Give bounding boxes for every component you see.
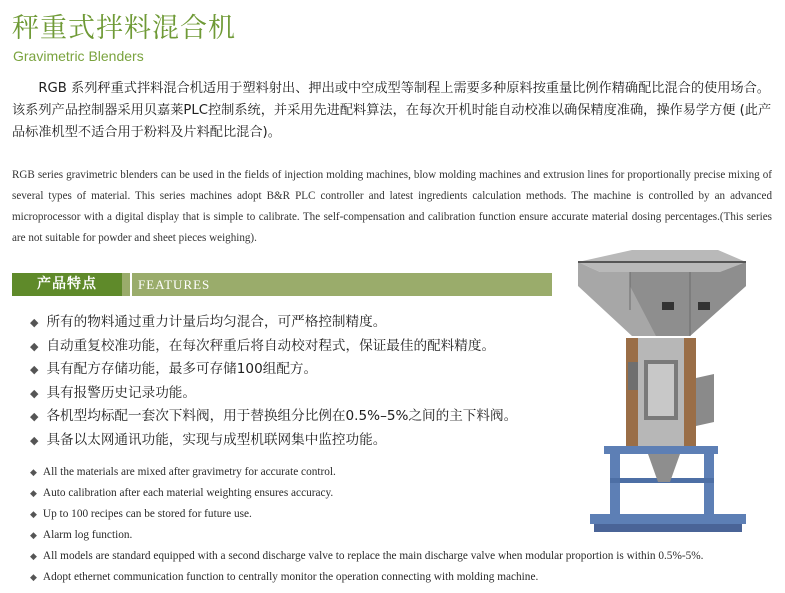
motor-box — [696, 374, 714, 426]
stand-frame — [604, 446, 718, 454]
feature-item-cn — [30, 405, 517, 429]
hopper-window — [698, 302, 710, 310]
feature-text-en: All the materials are mixed after gravimetry for accurate control. — [42, 466, 336, 478]
diamond-bullet-icon: ◆ — [30, 363, 39, 377]
diamond-bullet-icon: ◆ — [30, 572, 37, 582]
feature-text-cn: 具备以太网通讯功能，实现与成型机联网集中监控功能。 — [46, 431, 387, 448]
page-title-en: Gravimetric Blenders — [13, 48, 144, 64]
diamond-bullet-icon: ◆ — [30, 339, 39, 353]
feature-text-en: All models are standard equipped with a second discharge valve to replace the main discharge valve when modular proportion is within 0.5%-5%. — [42, 550, 704, 562]
diamond-bullet-icon: ◆ — [30, 433, 39, 447]
features-header-bar — [12, 273, 552, 296]
intro-paragraph-en: RGB series gravimetric blenders can be used in the fields of injection molding machines, blow molding machines and extrusion lines for proportionally precise mixing of several types of material. This series machines adopt B&R PLC controller and latest ingredients calculation methods. The machine is controlled by an advanced microprocessor with a digital display that is simple to calibrate. The self-compensation and calibration function ensure accurate material dosing percentages.(This series are not suitable for powder and sheet pieces weighing). — [12, 169, 772, 244]
feature-item-en — [30, 546, 704, 567]
cabinet-frame — [626, 338, 638, 446]
feature-text-cn: 自动重复校准功能，在每次秤重后将自动校对程式，保证最佳的配料精度。 — [46, 337, 496, 354]
intro-paragraph-cn: RGB 系列秤重式拌料混合机适用于塑料射出、押出或中空成型等制程上需要多种原料按重量比例作精确配比混合的使用场合。该系列产品控制器采用贝嘉莱PLC控制系统，并采用先进配料算法，在每次开机时能自动校准以确保精度准确，操作易学方便 (此产品标准机型不适合用于粉料及片料配比混合)。 — [12, 81, 772, 140]
stand-base-shadow — [594, 524, 742, 532]
blender-machine-image — [570, 250, 752, 535]
feature-text-en: Alarm log function. — [42, 529, 133, 541]
diamond-bullet-icon: ◆ — [30, 316, 39, 329]
discharge-outlet — [648, 454, 680, 482]
feature-text-en: Adopt ethernet communication function to centrally monitor the operation connecting with molding machine. — [42, 571, 539, 583]
feature-item-cn — [30, 429, 517, 453]
feature-text-cn: 具有配方存储功能，最多可存储100组配方。 — [46, 361, 318, 378]
feature-item-en — [30, 567, 704, 588]
chamber-glass — [648, 364, 674, 416]
diamond-bullet-icon: ◆ — [30, 410, 39, 424]
diamond-bullet-icon: ◆ — [30, 386, 39, 400]
feature-text-en: Up to 100 recipes can be stored for future use. — [42, 508, 252, 520]
feature-text-cn: 具有报警历史记录功能。 — [46, 384, 196, 401]
stand-leg — [704, 454, 714, 516]
features-label-en: FEATURES — [130, 273, 210, 296]
feature-item-cn — [30, 335, 517, 359]
control-panel — [628, 362, 638, 390]
feature-text-cn: 所有的物料通过重力计量后均匀混合，可严格控制精度。 — [46, 314, 387, 330]
hopper-window — [662, 302, 674, 310]
feature-item-cn — [30, 358, 517, 382]
feature-item-cn — [30, 311, 517, 335]
features-label-cn: 产品特点 — [12, 273, 122, 296]
cabinet-frame — [684, 338, 696, 446]
stand-base — [590, 514, 746, 524]
features-list-cn — [30, 311, 517, 453]
feature-text-cn: 各机型均标配一套次下料阀，用于替换组分比例在0.5%–5%之间的主下料阀。 — [46, 408, 518, 425]
diamond-bullet-icon: ◆ — [30, 467, 37, 477]
page-title-cn: 秤重式拌料混合机 — [12, 13, 236, 44]
diamond-bullet-icon: ◆ — [30, 551, 37, 561]
feature-text-en: Auto calibration after each material weighting ensures accuracy. — [42, 487, 334, 499]
feature-item-cn — [30, 382, 517, 406]
diamond-bullet-icon: ◆ — [30, 509, 37, 519]
stand-leg — [610, 454, 620, 516]
diamond-bullet-icon: ◆ — [30, 530, 37, 540]
diamond-bullet-icon: ◆ — [30, 488, 37, 498]
